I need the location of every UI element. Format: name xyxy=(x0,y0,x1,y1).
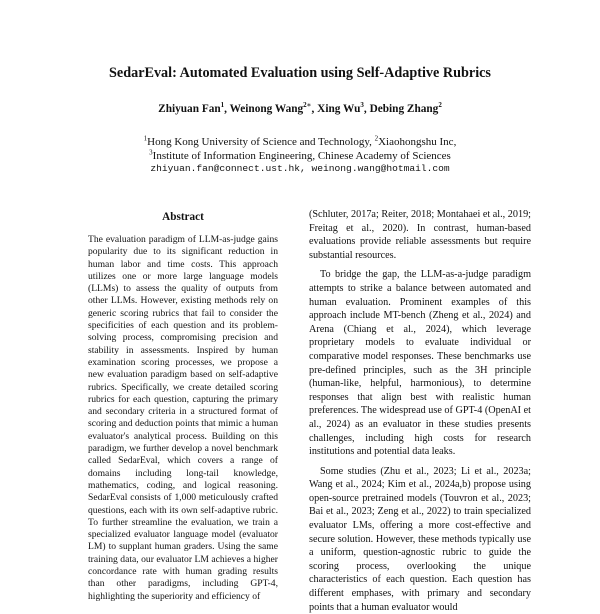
abstract-column xyxy=(88,234,278,600)
author-affiliation-mark: 1 xyxy=(220,101,225,110)
author-name: Zhiyuan Fan xyxy=(158,103,221,115)
body-paragraph: To bridge the gap, the LLM-as-a-judge paradigm attempts to strike a balance between automated and human evaluation. Prominent examples of this approach include MT-bench (Zheng et al., 2024) and Arena (Chiang et al., 2024), which leverage proprietary models to evaluate individual or comparative model responses. These benchmarks use pre-defined principles, such as the 3H principle (human-like, helpful, harmonious), to determine responses that align best with realistic human preferences. The widespread use of GPT-4 (OpenAI et al., 2024) as an evaluator in these studies presents challenges, including high costs for research institutions and potential data leaks. xyxy=(309,269,531,458)
body-paragraph: (Schluter, 2017a; Reiter, 2018; Montahaei et al., 2019; Freitag et al., 2020). In contrast, human-based evaluations provide reliable assessments but require substantial resources. xyxy=(309,209,531,261)
author-emails: zhiyuan.fan@connect.ust.hk, weinong.wang@hotmail.com xyxy=(150,163,450,174)
introduction-column xyxy=(309,208,531,613)
author-name: Debing Zhang xyxy=(369,103,439,115)
author-affiliation-mark: 2 xyxy=(438,101,442,110)
author-affiliation-mark: 3 xyxy=(360,101,364,110)
affiliation-mark: 1 xyxy=(143,134,148,143)
affiliations xyxy=(0,135,600,163)
affiliation-text: Hong Kong University of Science and Technology, xyxy=(147,136,375,148)
author-list: Zhiyuan Fan$^1$, Weinong Wang$^{2∗}$, Xing Wu$^3$, Debing Zhang$^2$ xyxy=(158,101,442,115)
affiliation-mark: 3 xyxy=(149,148,153,157)
author-name: Weinong Wang xyxy=(229,103,304,115)
abstract-text: The evaluation paradigm of LLM-as-judge gains popularity due to its significant reduction in human labor and time costs. This approach utilizes one or more large language models (LLMs) to assess the quality of outputs from other LLMs. However, existing methods rely on generic scoring rubrics that fail to consider the specificities of each question and its problem-solving process, compromising precision and stability in assessments. Inspired by human examination scoring processes, we propose a new evaluation paradigm based on self-adaptive rubrics. Specifically, we create detailed scoring rubrics for each question, capturing the primary and secondary criteria in a structured format of scoring and deduction points that mimic a human evaluator's analytical process. Building on this paradigm, we further develop a novel benchmark called SedarEval, which covers a range of domains including long-tail knowledge, mathematics, coding, and logical reasoning. SedarEval consists of 1,000 meticulously crafted questions, each with its own self-adaptive rubric. To further streamline the evaluation, we train a specialized evaluator language model (evaluator LM) to supplant human graders. Using the same training data, our evaluator LM achieves a higher concordance rate with human grading results than other paradigms, including GPT-4, highlighting the superiority and efficiency of xyxy=(88,234,278,602)
affiliation-mark: 2 xyxy=(374,134,379,143)
author-name: Xing Wu xyxy=(317,103,361,115)
affiliation-line xyxy=(0,149,600,163)
affiliation-line xyxy=(0,135,600,149)
author-affiliation-mark: 2∗ xyxy=(303,101,312,110)
paper-title: SedarEval: Automated Evaluation using Self-Adaptive Rubrics xyxy=(109,65,491,81)
abstract-heading: Abstract xyxy=(162,211,204,223)
affiliation-text: Institute of Information Engineering, Chinese Academy of Sciences xyxy=(152,150,451,162)
body-paragraph: Some studies (Zhu et al., 2023; Li et al., 2023a; Wang et al., 2024; Kim et al., 2024a,b) propose using open-source pretrained models (Touvron et al., 2023; Bai et al., 2023; Zeng et al., 2022) to train specialized evaluator LMs, offering a more cost-effective and secure solution. However, these methods typically use a uniform, question-agnostic rubric to guide the scoring process, overlooking the unique characteristics of each question. Each question has different emphases, with primary and secondary points that a human evaluator would xyxy=(309,465,531,613)
affiliation-text: Xiaohongshu Inc, xyxy=(378,136,457,148)
